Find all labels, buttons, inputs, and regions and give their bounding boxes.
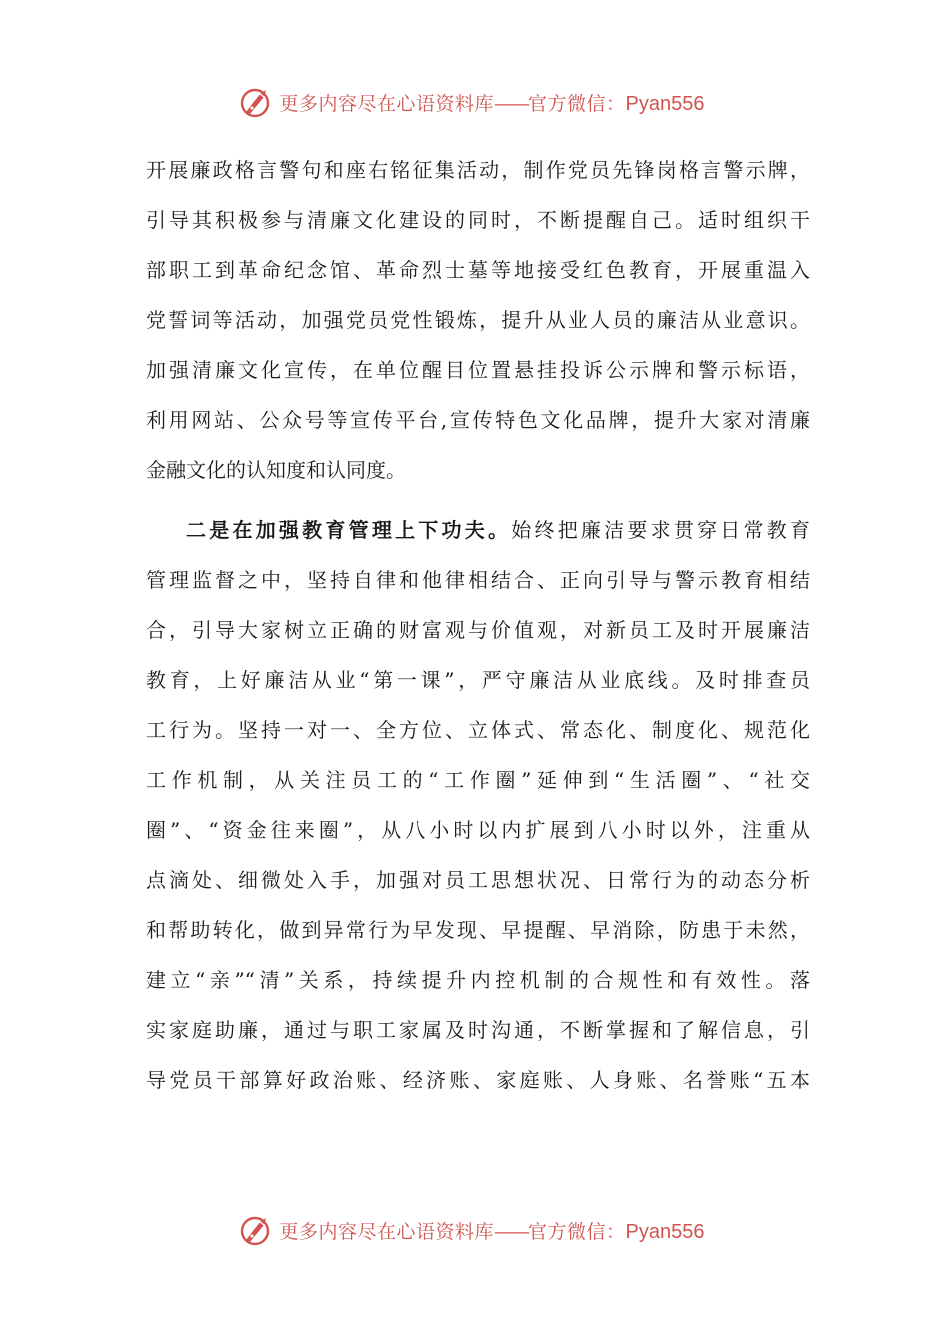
- paragraph-2-line: 教育，上好廉洁从业“第一课”，严守廉洁从业底线。及时排查员: [146, 668, 810, 692]
- footer-banner-wechat-label: 官方微信：: [528, 1220, 626, 1243]
- paragraph-2-first-line-rest: 始终把廉洁要求贯穿日常教育: [511, 518, 811, 542]
- header-banner-text: [280, 89, 705, 116]
- header-banner-wechat-id: Pyan556: [625, 92, 705, 115]
- paragraph-2-line: 导党员干部算好政治账、经济账、家庭账、人身账、名誉账“五本: [146, 1068, 810, 1092]
- footer-banner-text: [280, 1217, 705, 1244]
- paragraph-2-line: 工行为。坚持一对一、全方位、立体式、常态化、制度化、规范化: [146, 718, 810, 742]
- footer-banner-wechat-id: Pyan556: [625, 1220, 705, 1243]
- footer-banner: [0, 1210, 950, 1250]
- paragraph-1-line: 引导其积极参与清廉文化建设的同时，不断提醒自己。适时组织干: [146, 208, 810, 232]
- header-banner: [0, 82, 950, 122]
- pen-nib-logo-icon: [238, 84, 274, 120]
- paragraph-2-line: 工作机制，从关注员工的“工作圈”延伸到“生活圈”、“社交: [146, 768, 810, 792]
- paragraph-1-line: 利用网站、公众号等宣传平台,宣传特色文化品牌，提升大家对清廉: [146, 408, 810, 432]
- header-banner-main: 更多内容尽在心语资料库: [279, 92, 495, 115]
- paragraph-2-first-line: [146, 510, 810, 560]
- header-banner-content: [238, 84, 705, 120]
- footer-banner-content: [238, 1212, 705, 1248]
- paragraph-1-line: 党誓词等活动，加强党员党性锻炼，提升从业人员的廉洁从业意识。: [146, 308, 810, 332]
- paragraph-1-line: 金融文化的认知度和认同度。: [146, 458, 406, 482]
- paragraph-2-line: 圈”、“资金往来圈”，从八小时以内扩展到八小时以外，注重从: [146, 818, 810, 842]
- paragraph-1-line: 部职工到革命纪念馆、革命烈士墓等地接受红色教育，开展重温入: [146, 258, 810, 282]
- paragraph-2-line: 合，引导大家树立正确的财富观与价值观，对新员工及时开展廉洁: [146, 618, 810, 642]
- paragraph-2-line: 点滴处、细微处入手，加强对员工思想状况、日常行为的动态分析: [146, 868, 810, 892]
- paragraph-2-line: 实家庭助廉，通过与职工家属及时沟通，不断掌握和了解信息，引: [146, 1018, 810, 1042]
- header-banner-dash: ——: [494, 92, 529, 115]
- paragraph-1-line: 开展廉政格言警句和座右铭征集活动，制作党员先锋岗格言警示牌，: [146, 158, 810, 182]
- footer-banner-main: 更多内容尽在心语资料库: [279, 1220, 495, 1243]
- paragraph-1: [146, 150, 810, 500]
- paragraph-2-line: 和帮助转化，做到异常行为早发现、早提醒、早消除，防患于未然，: [146, 918, 810, 942]
- paragraph-2-line: 管理监督之中，坚持自律和他律相结合、正向引导与警示教育相结: [146, 568, 810, 592]
- paragraph-2-line: 建立“亲”“清”关系，持续提升内控机制的合规性和有效性。落: [146, 968, 810, 992]
- paragraph-2-heading: 二是在加强教育管理上下功夫。: [186, 518, 512, 542]
- footer-banner-dash: ——: [494, 1220, 529, 1243]
- paragraph-2: [146, 510, 810, 1110]
- paragraph-1-line: 加强清廉文化宣传，在单位醒目位置悬挂投诉公示牌和警示标语，: [146, 358, 810, 382]
- pen-nib-logo-icon: [238, 1212, 274, 1248]
- header-banner-wechat-label: 官方微信：: [528, 92, 626, 115]
